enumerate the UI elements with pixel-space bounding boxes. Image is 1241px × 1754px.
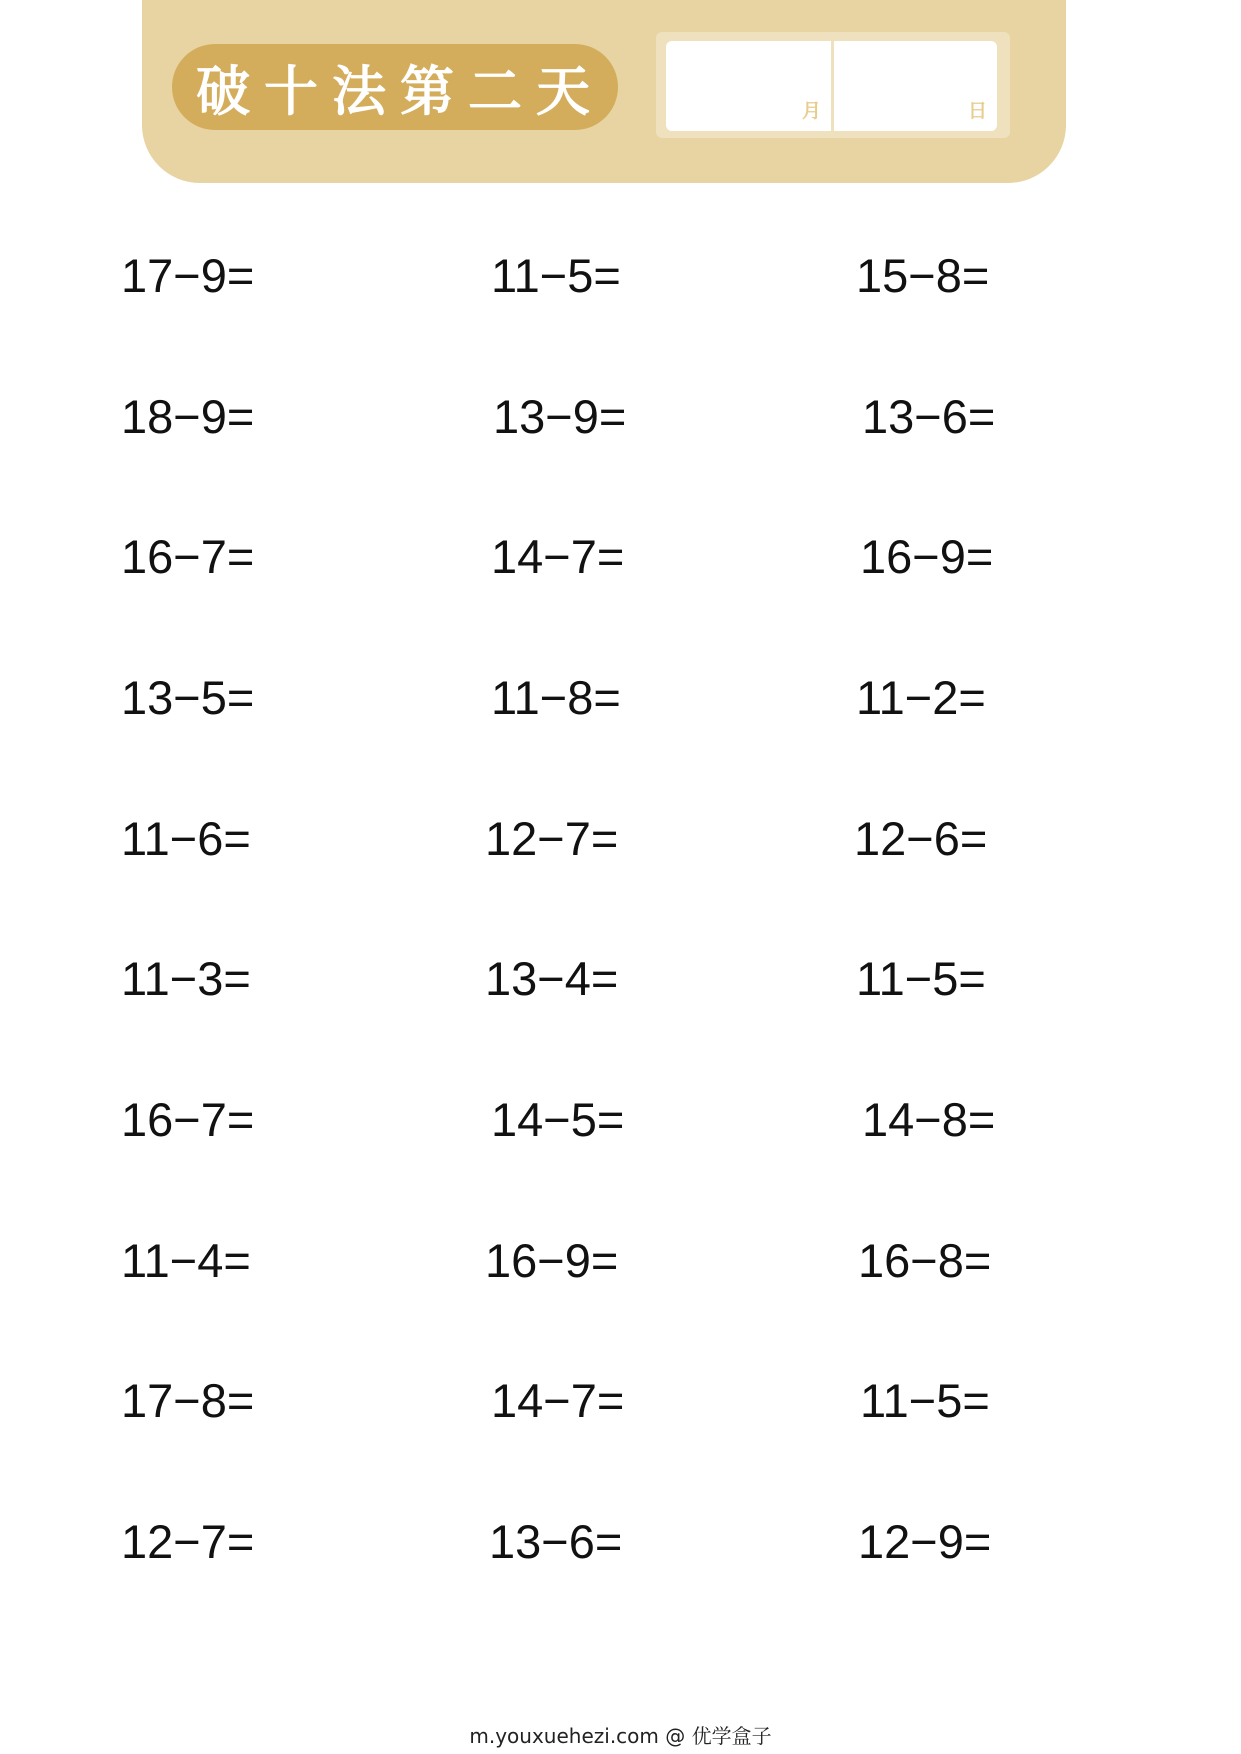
problem-r4-c1: 13−5= xyxy=(121,671,255,724)
problem-r7-c1: 16−7= xyxy=(121,1093,255,1146)
problem-r9-c3: 11−5= xyxy=(860,1374,990,1427)
problem-r5-c1: 11−6= xyxy=(121,812,251,865)
problem-r2-c1: 18−9= xyxy=(121,390,255,443)
problem-r4-c3: 11−2= xyxy=(856,671,986,724)
problem-r10-c2: 13−6= xyxy=(489,1515,623,1568)
problem-r7-c2: 14−5= xyxy=(491,1093,625,1146)
problem-r8-c1: 11−4= xyxy=(121,1234,251,1287)
month-unit-label: 月 xyxy=(801,100,821,122)
problem-r2-c3: 13−6= xyxy=(862,390,996,443)
problem-r5-c3: 12−6= xyxy=(854,812,988,865)
problem-r10-c1: 12−7= xyxy=(121,1515,255,1568)
day-field[interactable] xyxy=(834,41,997,131)
day-unit-label: 日 xyxy=(967,100,987,122)
footer-source: m.youxuehezi.com @ 优学盒子 xyxy=(469,1724,772,1748)
problem-r9-c1: 17−8= xyxy=(121,1374,255,1427)
month-field[interactable] xyxy=(666,41,831,131)
problem-r5-c2: 12−7= xyxy=(485,812,619,865)
problem-r1-c3: 15−8= xyxy=(856,249,990,302)
problem-r6-c1: 11−3= xyxy=(121,952,251,1005)
problem-r10-c3: 12−9= xyxy=(858,1515,992,1568)
problem-r3-c3: 16−9= xyxy=(860,530,994,583)
problem-r3-c2: 14−7= xyxy=(491,530,625,583)
problem-r9-c2: 14−7= xyxy=(491,1374,625,1427)
worksheet-title: 破十法第二天 xyxy=(172,44,618,130)
problem-r3-c1: 16−7= xyxy=(121,530,255,583)
problem-r6-c3: 11−5= xyxy=(856,952,986,1005)
problem-r6-c2: 13−4= xyxy=(485,952,619,1005)
problem-r8-c3: 16−8= xyxy=(858,1234,992,1287)
problem-r7-c3: 14−8= xyxy=(862,1093,996,1146)
problem-r4-c2: 11−8= xyxy=(491,671,621,724)
problem-r1-c2: 11−5= xyxy=(491,249,621,302)
problem-r8-c2: 16−9= xyxy=(485,1234,619,1287)
problem-r1-c1: 17−9= xyxy=(121,249,255,302)
problem-r2-c2: 13−9= xyxy=(493,390,627,443)
